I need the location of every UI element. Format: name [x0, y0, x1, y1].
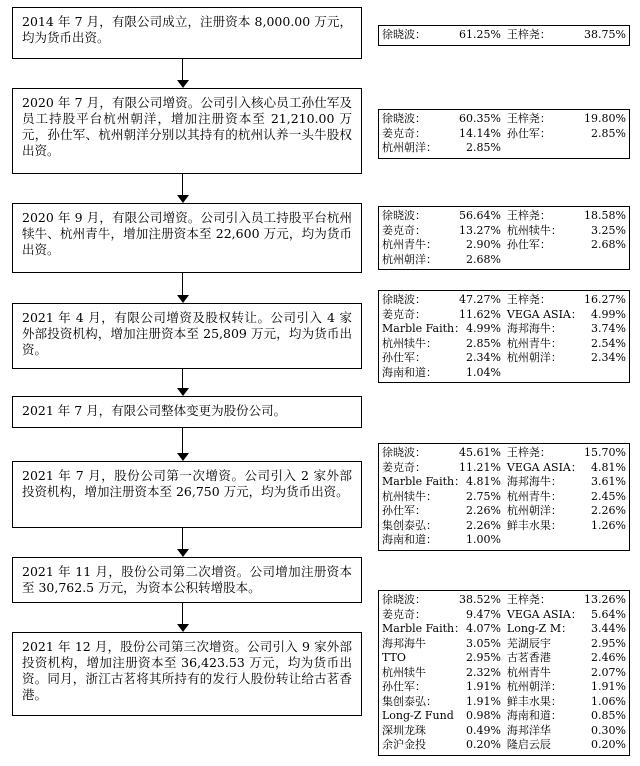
step-box-2021-07-conversion — [12, 396, 362, 428]
shareholder-name: 隆启云辰 — [506, 738, 551, 751]
shareholder-percent: 18.58% — [584, 209, 626, 222]
shareholder-name: 孙仕军： — [382, 680, 426, 693]
shareholder-percent — [578, 366, 626, 381]
shareholder-name: 海南和道： — [506, 709, 562, 722]
shareholder-name: 王梓尧： — [506, 593, 551, 606]
shareholder-row — [382, 475, 626, 490]
shareholder-name: 姜克奇： — [382, 607, 426, 621]
shareholder-percent: 1.04% — [465, 365, 501, 379]
shareholder-row — [382, 519, 626, 534]
shareholder-name: 徐晓波： — [382, 593, 426, 606]
shareholder-percent: 0.85% — [591, 709, 626, 722]
shareholder-percent: 2.34% — [591, 351, 626, 364]
shareholder-name: 杭州犊牛： — [382, 336, 437, 350]
step-text: 2021 年 7 月，股份公司第一次增资。公司引入 2 家外部投资机构，增加注册资本至 26,750 万元，均为货币出资。 — [22, 468, 352, 499]
shareholder-name: 徐晓波： — [382, 28, 426, 41]
shareholder-row — [382, 322, 626, 337]
shareholder-name: 徐晓波： — [382, 446, 426, 459]
shareholder-name: 王梓尧： — [506, 446, 551, 459]
shareholder-name: 姜克奇： — [382, 307, 426, 321]
shareholder-name: 孙仕军： — [382, 351, 426, 364]
shareholder-name: Marble Faith： — [382, 622, 466, 635]
shareholder-row — [382, 490, 626, 505]
shareholder-percent: 1.91% — [465, 694, 501, 708]
shareholder-name: 王梓尧： — [506, 112, 551, 125]
shareholder-percent: 2.85% — [591, 126, 626, 140]
shareholder-name: 徐晓波： — [382, 293, 426, 306]
shareholder-percent: 61.25% — [458, 28, 501, 41]
step-box-2014-07 — [12, 7, 362, 59]
shareholder-percent: 2.95% — [465, 651, 501, 664]
shareholder-percent: 16.27% — [584, 293, 626, 306]
shareholder-row — [382, 709, 626, 724]
shareholding-box-2020-09 — [378, 206, 630, 270]
step-box-2020-09 — [12, 203, 362, 273]
shareholder-percent: 4.99% — [591, 307, 626, 321]
shareholder-percent: 2.32% — [465, 665, 501, 679]
shareholder-row — [382, 622, 626, 637]
shareholder-percent: 15.70% — [584, 446, 626, 459]
shareholding-box-2021-07 — [378, 443, 630, 551]
shareholder-row — [382, 141, 626, 156]
step-text: 2021 年 4 月，有限公司增资及股权转让。公司引入 4 家外部投资机构，增加注册资本至 25,809 万元，均为货币出资。 — [22, 310, 352, 357]
shareholder-name: 余沪金投 — [382, 738, 426, 751]
shareholding-box-2014-07 — [378, 25, 630, 46]
shareholder-percent: 2.45% — [591, 489, 626, 503]
shareholder-name: 杭州青牛： — [506, 336, 562, 350]
shareholder-name: 孙仕军： — [506, 126, 551, 140]
shareholder-percent: 11.62% — [458, 307, 501, 321]
shareholder-row — [382, 351, 626, 366]
shareholder-percent: 2.95% — [591, 636, 626, 650]
shareholder-percent: 2.26% — [591, 504, 626, 517]
shareholder-row — [382, 533, 626, 548]
flow-arrow — [176, 528, 190, 557]
shareholder-name — [507, 253, 578, 268]
shareholder-row — [382, 238, 626, 253]
shareholder-name — [507, 366, 578, 381]
shareholding-box-2021-12 — [378, 590, 630, 756]
shareholder-name — [507, 533, 578, 548]
shareholder-row — [382, 337, 626, 352]
shareholder-percent: 0.20% — [591, 738, 626, 751]
shareholder-name: 杭州朝洋： — [382, 141, 437, 154]
shareholder-percent: 2.68% — [591, 238, 626, 251]
shareholder-percent: 3.25% — [591, 223, 626, 237]
shareholder-name: 杭州犊牛 — [382, 665, 426, 679]
shareholder-name: Marble Faith： — [382, 475, 466, 488]
shareholder-name: TTO — [382, 651, 406, 664]
shareholder-name: 徐晓波： — [382, 209, 426, 222]
step-box-2021-07-capital-increase — [12, 461, 362, 528]
step-box-2021-04 — [12, 303, 362, 369]
step-text: 2014 年 7 月，有限公司成立，注册资本 8,000.00 万元，均为货币出资。 — [22, 14, 352, 45]
shareholder-percent: 45.61% — [458, 446, 501, 459]
shareholder-name: 海邦洋华 — [506, 723, 551, 737]
shareholder-row — [382, 446, 626, 461]
shareholder-row — [382, 28, 626, 43]
shareholder-name: 海邦海牛： — [506, 475, 562, 488]
shareholder-name: 海邦海牛 — [382, 636, 426, 650]
shareholder-percent — [578, 253, 626, 268]
shareholder-name: 杭州青牛： — [506, 489, 562, 503]
shareholder-percent: 0.30% — [591, 723, 626, 737]
shareholder-name: 王梓尧： — [506, 293, 551, 306]
shareholder-percent: 3.61% — [591, 475, 626, 488]
shareholder-percent: 2.54% — [591, 336, 626, 350]
shareholder-row — [382, 209, 626, 224]
shareholder-percent: 2.85% — [465, 336, 501, 350]
shareholder-row — [382, 695, 626, 710]
step-text: 2021 年 11 月，股份公司第二次增资。公司增加注册资本至 30,762.5 万元，为资本公积转增股本。 — [22, 564, 352, 595]
shareholder-percent: 2.07% — [591, 665, 626, 679]
shareholder-percent: 9.47% — [465, 607, 501, 621]
shareholder-row — [382, 724, 626, 739]
shareholder-name: VEGA ASIA： — [506, 607, 582, 621]
shareholder-percent: 38.75% — [584, 28, 626, 41]
shareholder-percent: 47.27% — [458, 293, 501, 306]
shareholder-percent: 4.81% — [465, 475, 501, 488]
shareholder-percent: 1.26% — [591, 518, 626, 532]
shareholder-name: 鲜丰水果： — [506, 694, 562, 708]
shareholder-percent: 13.27% — [458, 223, 501, 237]
shareholder-name: 古茗香港 — [506, 651, 551, 664]
shareholder-percent: 1.91% — [591, 680, 626, 693]
shareholder-percent: 2.90% — [465, 238, 501, 251]
shareholder-row — [382, 738, 626, 753]
shareholder-percent: 3.44% — [591, 622, 626, 635]
shareholder-percent: 0.49% — [465, 723, 501, 737]
shareholder-percent: 3.05% — [465, 636, 501, 650]
shareholder-percent: 1.06% — [591, 694, 626, 708]
shareholder-name: 王梓尧： — [506, 209, 551, 222]
shareholder-name: 姜克奇： — [382, 126, 426, 140]
shareholder-percent: 14.14% — [458, 126, 501, 140]
flow-arrow — [176, 603, 190, 632]
step-box-2021-11 — [12, 557, 362, 603]
shareholder-row — [382, 112, 626, 127]
step-text: 2020 年 7 月，有限公司增资。公司引入核心员工孙仕军及员工持股平台杭州朝洋，增加注册资本至 21,210.00 万元，孙仕军、杭州朝洋分别以其持有的杭州认养一头牛股权出资。 — [22, 95, 352, 158]
shareholder-row — [382, 637, 626, 652]
shareholder-name: 杭州青牛 — [506, 665, 551, 679]
shareholding-box-2020-07 — [378, 109, 630, 159]
shareholder-name: 杭州青牛： — [382, 238, 437, 251]
shareholder-row — [382, 293, 626, 308]
shareholder-percent: 3.74% — [591, 322, 626, 335]
shareholder-name: 杭州朝洋： — [506, 504, 562, 517]
shareholder-name: Long-Z Fund — [382, 709, 454, 722]
shareholder-percent — [578, 533, 626, 548]
shareholder-percent: 60.35% — [458, 112, 501, 125]
shareholder-row — [382, 308, 626, 323]
shareholder-row — [382, 127, 626, 142]
shareholder-percent: 0.20% — [465, 738, 501, 751]
shareholder-row — [382, 666, 626, 681]
shareholder-name: 杭州犊牛： — [382, 489, 437, 503]
shareholder-row — [382, 366, 626, 381]
shareholder-percent: 5.64% — [591, 607, 626, 621]
flow-arrow — [176, 273, 190, 303]
shareholder-name: 集创泰弘： — [382, 518, 437, 532]
shareholder-name: 海邦海牛： — [506, 322, 562, 335]
shareholder-percent: 38.52% — [458, 593, 501, 606]
shareholder-name — [507, 141, 578, 156]
shareholder-row — [382, 680, 626, 695]
shareholder-name: 集创泰弘： — [382, 694, 437, 708]
shareholder-name: 徐晓波： — [382, 112, 426, 125]
shareholder-name: 杭州朝洋： — [506, 351, 562, 364]
shareholder-name: 深圳龙珠 — [382, 723, 426, 737]
shareholder-row — [382, 461, 626, 476]
shareholder-percent: 2.85% — [465, 141, 501, 154]
shareholder-name: 姜克奇： — [382, 460, 426, 474]
shareholder-row — [382, 593, 626, 608]
step-text: 2021 年 7 月，有限公司整体变更为股份公司。 — [22, 403, 287, 418]
flow-arrow — [176, 174, 190, 203]
shareholder-name: 海南和道： — [382, 533, 437, 546]
flow-arrow — [176, 428, 190, 461]
shareholder-percent: 2.46% — [591, 651, 626, 664]
step-box-2020-07 — [12, 88, 362, 174]
shareholder-percent: 0.98% — [465, 709, 501, 722]
step-text: 2021 年 12 月，股份公司第三次增资。公司引入 9 家外部投资机构，增加注册资本至 36,423.53 万元，均为货币出资。同月，浙江古茗将其所持有的发行人股份转让给古茗香港。 — [22, 639, 352, 702]
shareholder-name: 鲜丰水果： — [506, 518, 562, 532]
shareholder-name: VEGA ASIA： — [506, 307, 582, 321]
shareholder-name: 孙仕军： — [506, 238, 551, 251]
shareholder-row — [382, 651, 626, 666]
shareholder-name: Marble Faith： — [382, 322, 466, 335]
shareholder-row — [382, 253, 626, 268]
shareholder-percent: 13.26% — [584, 593, 626, 606]
shareholder-name: 芜湖辰宇 — [506, 636, 551, 650]
shareholder-name: 王梓尧： — [506, 28, 551, 41]
shareholder-row — [382, 608, 626, 623]
shareholding-box-2021-04 — [378, 290, 630, 383]
shareholder-name: 杭州朝洋： — [382, 252, 437, 266]
shareholder-name: 杭州犊牛： — [506, 223, 562, 237]
shareholder-percent: 4.07% — [465, 622, 501, 635]
shareholder-name: 海南和道： — [382, 365, 437, 379]
shareholder-percent: 2.75% — [465, 489, 501, 503]
shareholder-percent: 2.34% — [465, 351, 501, 364]
shareholder-name: VEGA ASIA： — [506, 460, 582, 474]
shareholder-percent: 19.80% — [584, 112, 626, 125]
flow-arrow — [176, 369, 190, 396]
shareholder-percent: 11.21% — [458, 460, 501, 474]
shareholder-percent: 56.64% — [458, 209, 501, 222]
step-box-2021-12 — [12, 632, 362, 716]
shareholder-percent: 2.68% — [465, 252, 501, 266]
shareholder-percent: 1.00% — [465, 533, 501, 546]
step-text: 2020 年 9 月，有限公司增资。公司引入员工持股平台杭州犊牛、杭州青牛，增加注册资本至 22,600 万元，均为货币出资。 — [22, 210, 352, 257]
shareholder-percent: 2.26% — [465, 504, 501, 517]
shareholder-percent — [578, 141, 626, 156]
shareholder-name: Long-Z M： — [506, 622, 573, 635]
shareholder-name: 杭州朝洋： — [506, 680, 562, 693]
shareholder-row — [382, 504, 626, 519]
shareholder-percent: 1.91% — [465, 680, 501, 693]
shareholder-name: 姜克奇： — [382, 223, 426, 237]
flow-arrow — [176, 59, 190, 88]
shareholder-row — [382, 224, 626, 239]
shareholder-percent: 4.81% — [591, 460, 626, 474]
shareholder-percent: 2.26% — [465, 518, 501, 532]
shareholder-name: 孙仕军： — [382, 504, 426, 517]
shareholder-percent: 4.99% — [465, 322, 501, 335]
